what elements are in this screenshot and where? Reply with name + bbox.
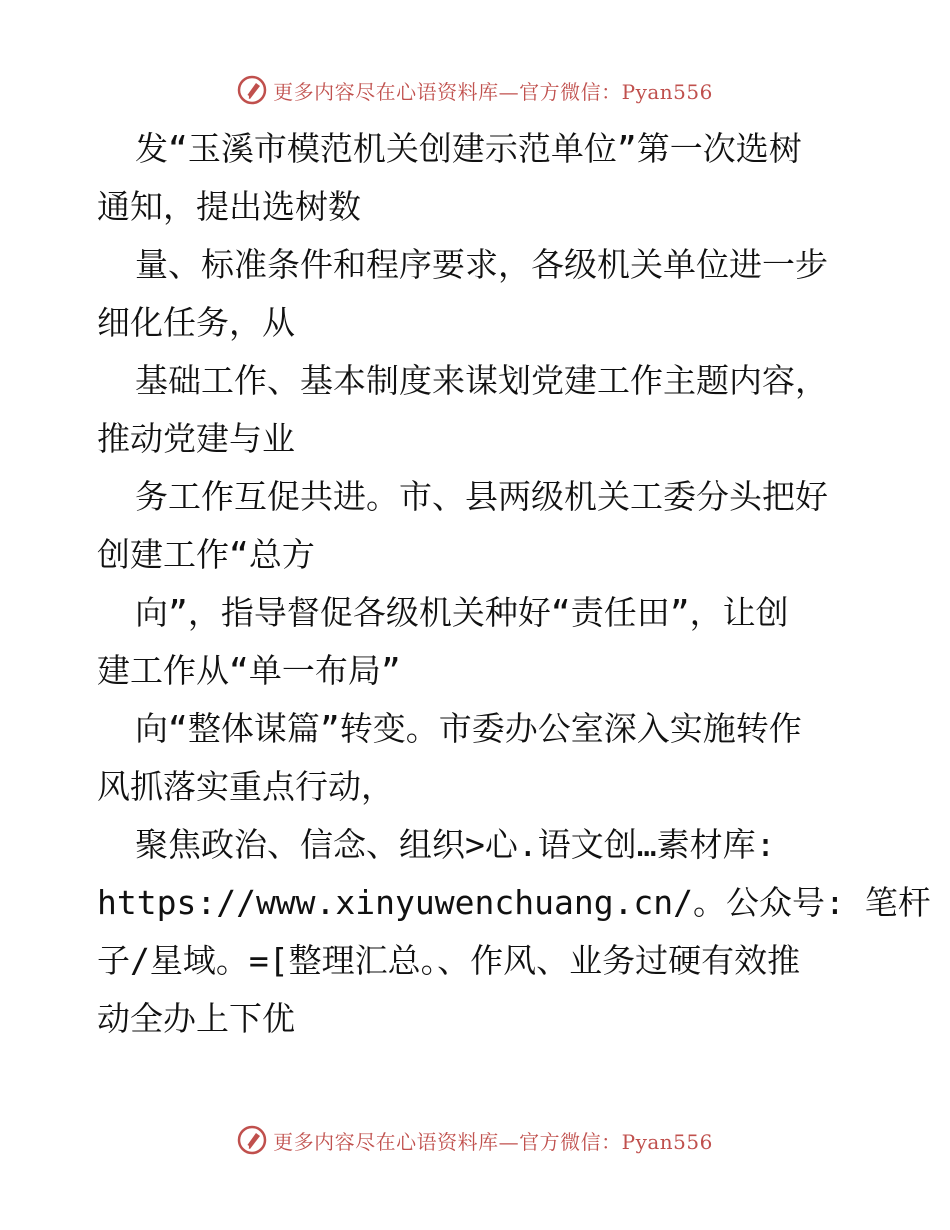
body-line: https://www.xinyuwenchuang.cn/。公众号: 笔杆 bbox=[97, 883, 931, 922]
body-line: 发“玉溪市模范机关创建示范单位”第一次选树 bbox=[135, 129, 802, 168]
pen-nib-logo-icon bbox=[237, 1125, 267, 1155]
footer-banner-text: 更多内容尽在心语资料库—官方微信：Pyan556 bbox=[273, 1129, 713, 1154]
body-line: 风抓落实重点行动， bbox=[97, 767, 394, 806]
body-line: 务工作互促共进。市、县两级机关工委分头把好 bbox=[135, 477, 828, 516]
header-banner-text: 更多内容尽在心语资料库—官方微信：Pyan556 bbox=[273, 79, 713, 104]
body-line: 聚焦政治、信念、组织>心.语文创…素材库: bbox=[135, 825, 776, 864]
body-line: 基础工作、基本制度来谋划党建工作主题内容， bbox=[135, 361, 828, 400]
header-banner bbox=[0, 70, 950, 110]
body-line: 创建工作“总方 bbox=[97, 535, 315, 574]
body-line: 量、标准条件和程序要求，各级机关单位进一步 bbox=[135, 245, 828, 284]
body-line: 向”，指导督促各级机关种好“责任田”，让创 bbox=[135, 593, 789, 632]
body-line: 子/星域。=[整理汇总。、作风、业务过硬有效推 bbox=[97, 941, 801, 980]
body-line: 动全办上下优 bbox=[97, 999, 295, 1038]
body-line: 建工作从“单一布局” bbox=[97, 651, 401, 690]
body-line: 向“整体谋篇”转变。市委办公室深入实施转作 bbox=[135, 709, 802, 748]
pen-nib-logo-icon bbox=[237, 75, 267, 105]
footer-banner bbox=[0, 1120, 950, 1160]
document-body bbox=[97, 120, 931, 1048]
body-line: 通知，提出选树数 bbox=[97, 187, 361, 226]
body-line: 细化任务，从 bbox=[97, 303, 295, 342]
body-line: 推动党建与业 bbox=[97, 419, 295, 458]
